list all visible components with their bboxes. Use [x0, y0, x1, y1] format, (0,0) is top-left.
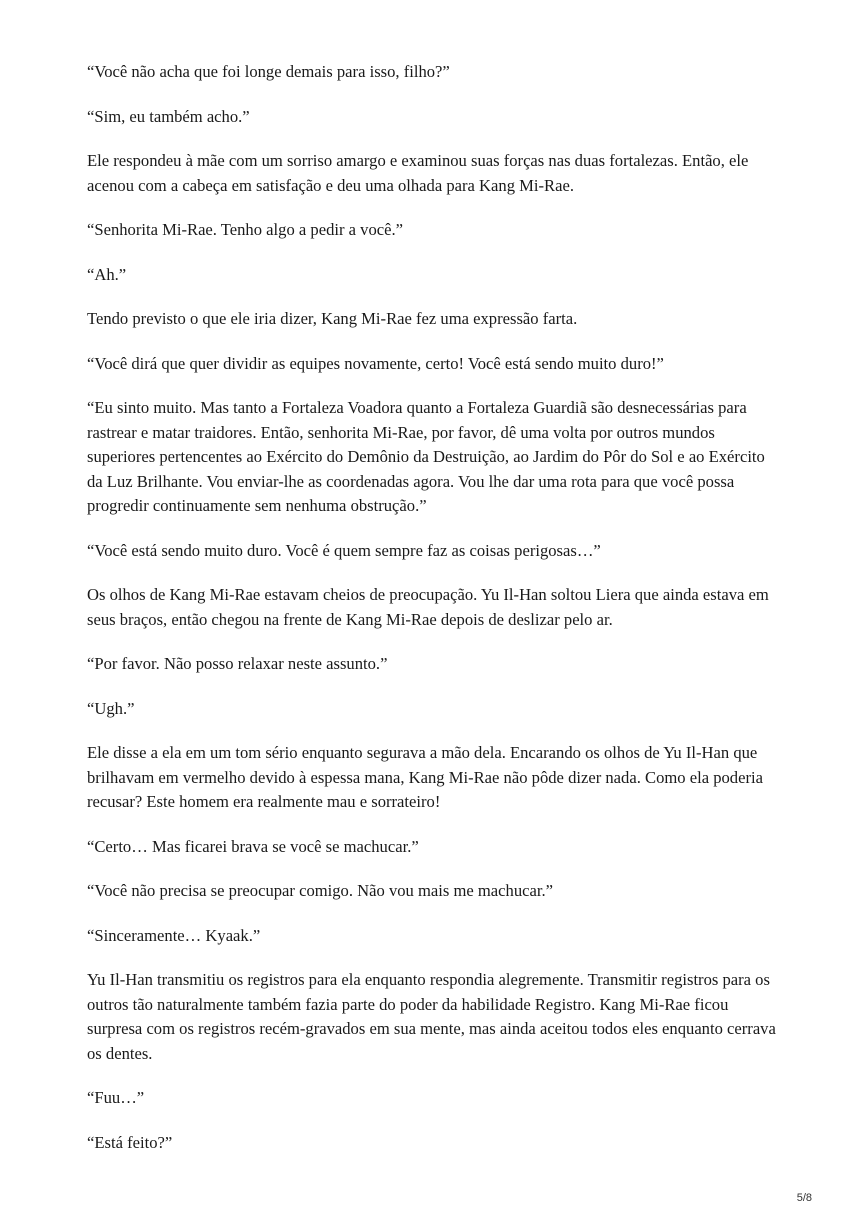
paragraph: “Ugh.” — [87, 698, 135, 718]
paragraph: Ele disse a ela em um tom sério enquanto segurava a mão dela. Encarando os olhos de Yu Il-Han que brilhavam em vermelho devido à espessa mana, Kang Mi-Rae não pôde dizer nada. Como ela poderia recusar? Este homem era realmente mau e sorrateiro! — [87, 743, 763, 811]
paragraph: Ele respondeu à mãe com um sorriso amargo e examinou suas forças nas duas fortalezas. Então, ele acenou com a cabeça em satisfação e deu uma olhada para Kang Mi-Rae. — [87, 151, 749, 195]
paragraph: “Você está sendo muito duro. Você é quem sempre faz as coisas perigosas…” — [87, 540, 601, 560]
paragraph: “Senhorita Mi-Rae. Tenho algo a pedir a você.” — [87, 220, 404, 239]
paragraph: “Eu sinto muito. Mas tanto a Fortaleza Voadora quanto a Fortaleza Guardiã são desnecessárias para rastrear e matar traidores. Então, senhorita Mi-Rae, por favor, dê uma volta por outros mundos superiores pertencentes ao Exército do Demônio da Destruição, ao Jardim do Pôr do Sol e ao Exército da Luz Brilhante. Vou enviar-lhe as coordenadas agora. Vou lhe dar uma rota para que você possa progredir continuamente sem nenhuma obstrução.” — [87, 398, 765, 515]
paragraph: Yu Il-Han transmitiu os registros para ela enquanto respondia alegremente. Transmitir registros para os outros tão naturalmente também fazia parte do poder da habilidade Registro. Kang Mi-Rae ficou surpresa com os registros recém-gravados em sua mente, mas ainda aceitou todos eles enquanto cerrava os dentes. — [87, 970, 776, 1063]
paragraph: Os olhos de Kang Mi-Rae estavam cheios de preocupação. Yu Il-Han soltou Liera que ainda estava em seus braços, então chegou na frente de Kang Mi-Rae depois de deslizar pelo ar. — [87, 585, 769, 629]
paragraph: “Fuu…” — [87, 1088, 145, 1107]
paragraph: “Você dirá que quer dividir as equipes novamente, certo! Você está sendo muito duro!” — [87, 353, 664, 373]
paragraph: “Ah.” — [87, 264, 127, 284]
paragraph: “Está feito?” — [87, 1132, 173, 1152]
paragraph: “Por favor. Não posso relaxar neste assunto.” — [87, 654, 388, 673]
page-number: 5/8 — [796, 1192, 812, 1204]
paragraph: Tendo previsto o que ele iria dizer, Kang Mi-Rae fez uma expressão farta. — [87, 309, 578, 328]
document-body — [87, 60, 777, 1175]
paragraph: “Você não acha que foi longe demais para isso, filho?” — [87, 62, 450, 81]
paragraph: “Você não precisa se preocupar comigo. Não vou mais me machucar.” — [87, 881, 553, 900]
paragraph: “Sinceramente… Kyaak.” — [87, 925, 261, 945]
paragraph: “Certo… Mas ficarei brava se você se machucar.” — [87, 836, 419, 856]
paragraph: “Sim, eu também acho.” — [87, 106, 250, 126]
